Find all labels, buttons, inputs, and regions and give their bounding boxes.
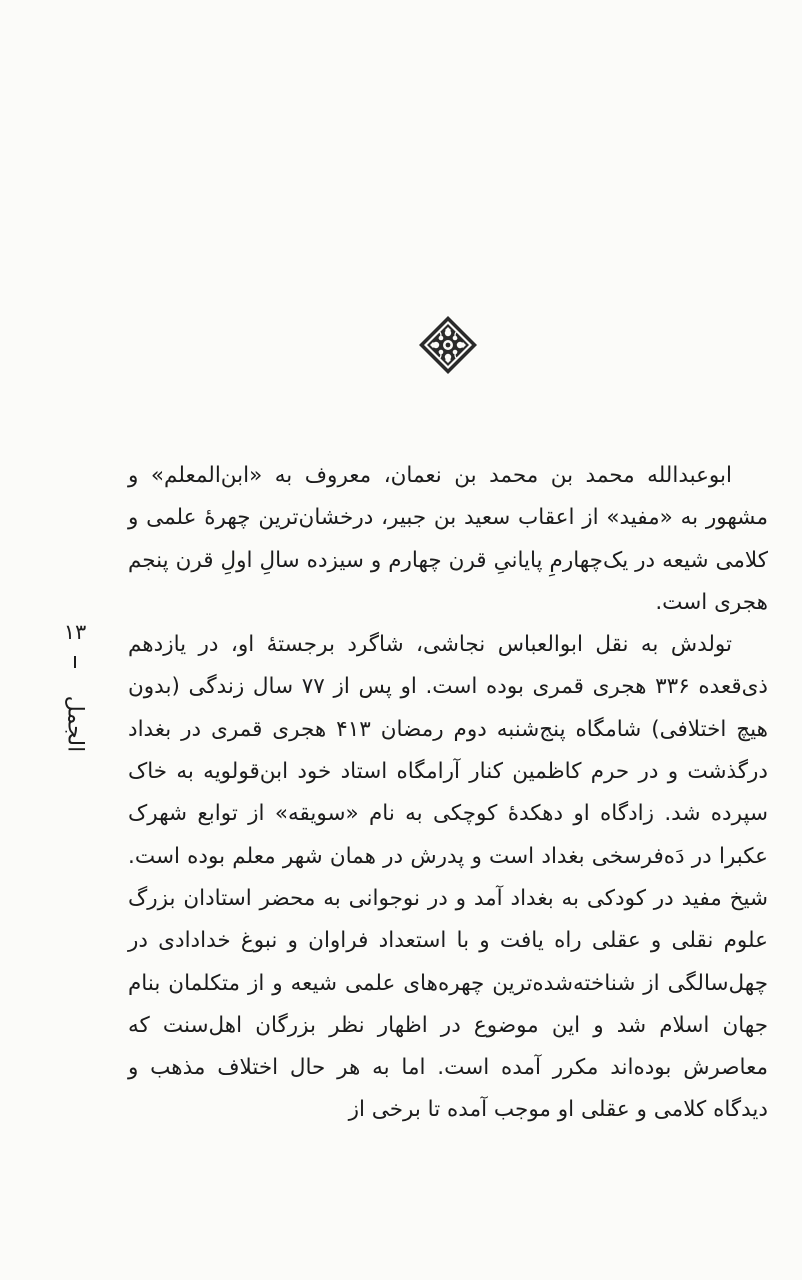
paragraph-2: تولدش به نقل ابوالعباس نجاشی، شاگرد برجستهٔ او، در یازدهم ذی‌قعده ۳۳۶ هجری قمری بوده است. او پس از ۷۷ سال زندگی (بدون هیچ اختلافی) شامگاه پنج‌شنبه دوم رمضان ۴۱۳ هجری قمری در بغداد درگذشت و در حرم کاظمین کنار آرامگاه استاد خود ابن‌قولویه به خاک سپرده شد. زادگاه او دهکدهٔ کوچکی به نام «سویقه» از توابع شهرک عکبرا در دَه‌فرسخی بغداد است و پدرش در همان شهر معلم بوده است. شیخ مفید در کودکی به بغداد آمد و در نوجوانی به محضر استادان بزرگ علوم نقلی و عقلی راه یافت و با استعداد فراوان و نبوغ خدادادی در چهل‌سالگی از شناخته‌شده‌ترین چهره‌های علمی شیعه و از متکلمان بنام جهان اسلام شد و این موضوع در اظهار نظر بزرگان اهل‌سنت که معاصرش بوده‌اند مکرر آمده است. اما به هر حال اختلاف مذهب و دیدگاه کلامی و عقلی او موجب آمده تا برخی از [128,632,769,1123]
paragraph-1: ابوعبدالله محمد بن محمد بن نعمان، معروف به «ابن‌المعلم» و مشهور به «مفید» از اعقاب سعید بن جبیر، درخشان‌ترین چهرهٔ علمی و کلامی شیعه در یک‌چهارمِ پایانیِ قرن چهارم و سیزده سالِ اولِ قرن پنجم هجری است. [128,463,768,615]
page-number: ۱۳ [63,620,87,644]
body-text [128,455,768,1132]
ornament-icon [418,315,478,375]
margin-divider [74,656,76,668]
running-title: الجمل [62,695,88,753]
diamond-ornament-graphic [418,315,478,375]
page-margin-label [52,612,96,772]
